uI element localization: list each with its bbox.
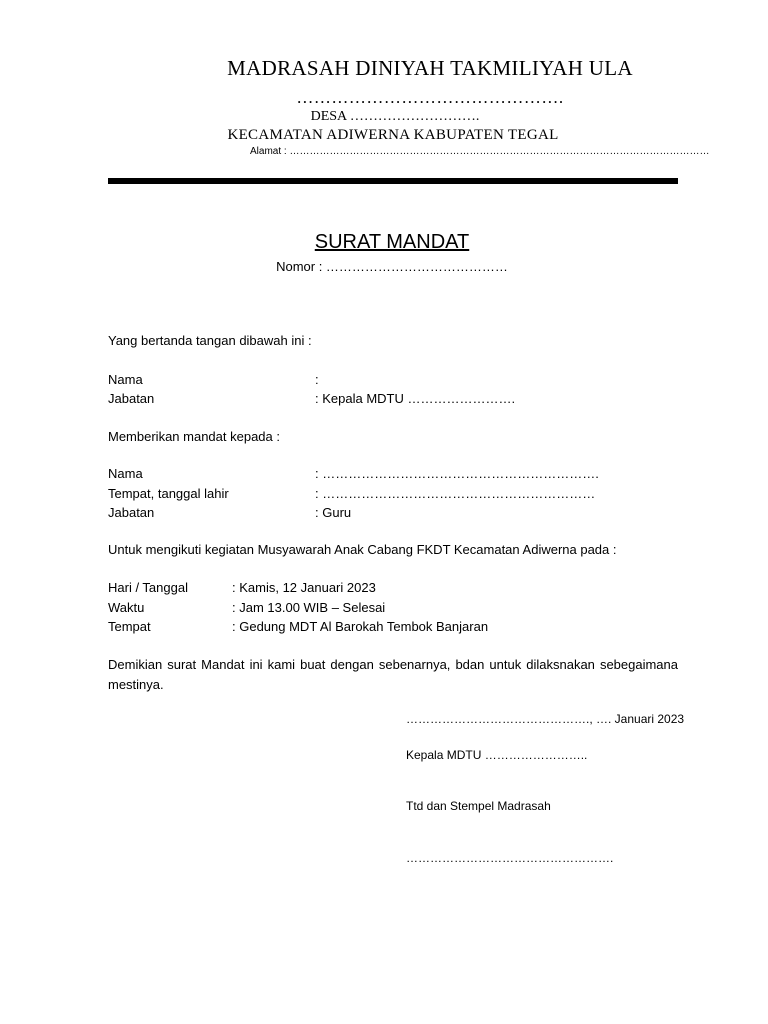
recipient-label: Jabatan (108, 505, 155, 520)
desa-line: DESA ………………………. (310, 109, 480, 124)
intro-text: Yang bertanda tangan dibawah ini : (108, 333, 312, 348)
mandate-intro-text: Memberikan mandat kepada : (108, 429, 280, 444)
stamp-note: Ttd dan Stempel Madrasah (406, 799, 551, 813)
place-date-line: ………………………………………., …. Januari 2023 (406, 712, 685, 726)
institution-name: MADRASAH DINIYAH TAKMILIYAH ULA (227, 56, 633, 80)
event-label: Hari / Tanggal (108, 580, 188, 595)
institution-name-placeholder: ………………………………………. (296, 88, 564, 107)
recipient-label: Nama (108, 466, 143, 481)
signer-label: Jabatan (108, 391, 155, 406)
signature-name-line: ……………………………………………. (406, 851, 614, 865)
event-value: : Gedung MDT Al Barokah Tembok Banjaran (232, 619, 489, 634)
recipient-value: : ………………………………………………………. (315, 466, 599, 481)
recipient-label: Tempat, tanggal lahir (108, 486, 229, 501)
event-label: Waktu (108, 600, 145, 615)
recipient-value: : Guru (315, 505, 352, 520)
document-title: SURAT MANDAT (314, 231, 470, 253)
address-line: Alamat : ……………………………………………………………………………………………………………… (250, 146, 710, 157)
document-number: Nomor : …………………………………… (276, 259, 508, 274)
recipient-value: : ……………………………………………………… (315, 486, 596, 501)
signer-label: Nama (108, 372, 143, 387)
signer-value: : Kepala MDTU ……………………. (315, 391, 516, 406)
signer-value: : (315, 372, 319, 387)
event-value: : Jam 13.00 WIB – Selesai (232, 600, 386, 615)
event-value: : Kamis, 12 Januari 2023 (232, 580, 376, 595)
letterhead-divider (108, 178, 678, 184)
event-label: Tempat (108, 619, 151, 634)
purpose-text: Untuk mengikuti kegiatan Musyawarah Anak Cabang FKDT Kecamatan Adiwerna pada : (108, 542, 617, 557)
closing-paragraph: Demikian surat Mandat ini kami buat dengan sebenarnya, bdan untuk dilaksnakan sebegaimana mestinya. (108, 657, 678, 692)
signer-position: Kepala MDTU …………………….. (406, 748, 588, 762)
kecamatan-line: KECAMATAN ADIWERNA KABUPATEN TEGAL (227, 127, 559, 143)
